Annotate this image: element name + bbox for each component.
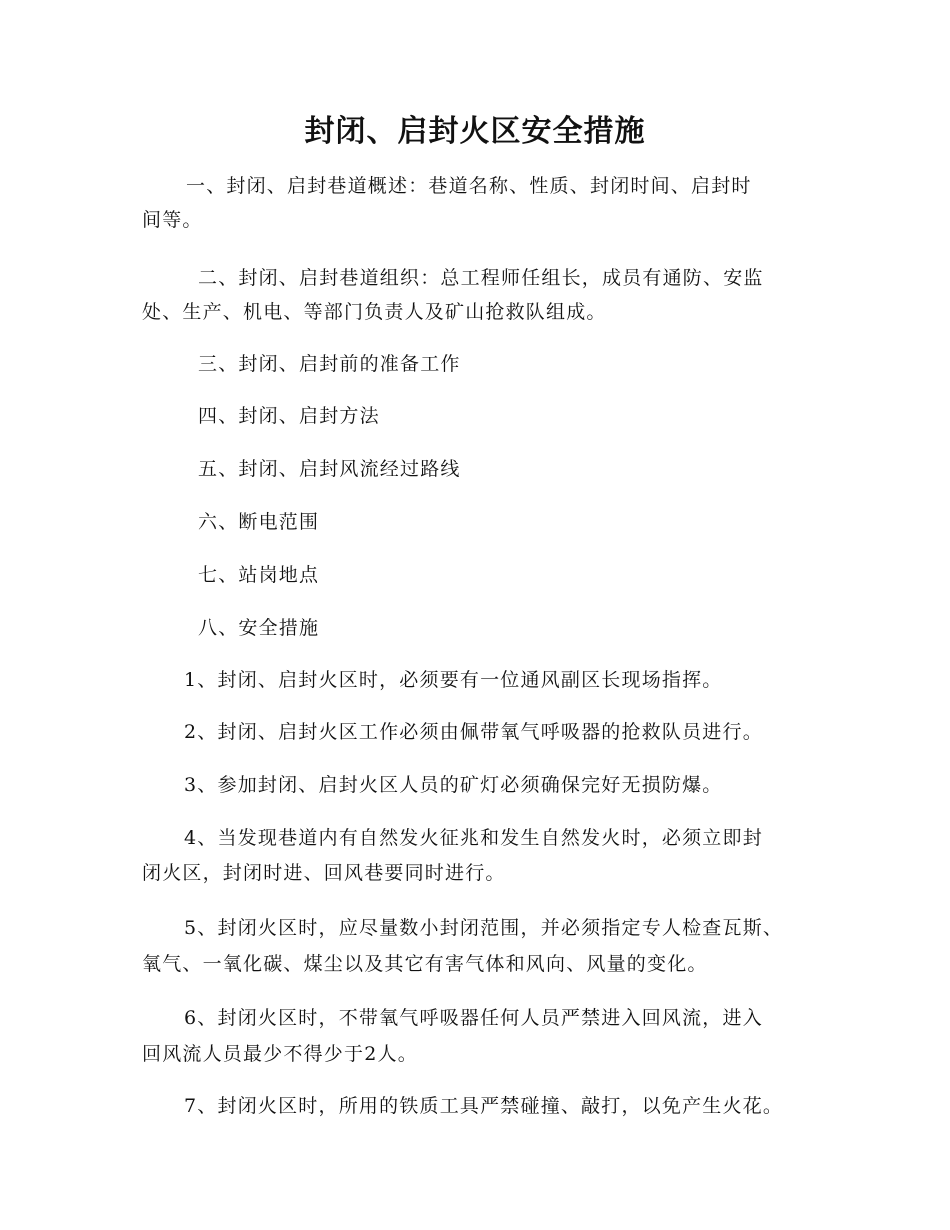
- document-title: 封闭、启封火区安全措施: [304, 114, 646, 149]
- measure-6-line-2: 回风流人员最少不得少于2人。: [142, 1043, 418, 1065]
- measure-3: 3、参加封闭、启封火区人员的矿灯必须确保完好无损防爆。: [184, 774, 723, 796]
- paragraph-2-line-2: 处、生产、机电、等部门负责人及矿山抢救队组成。: [142, 301, 607, 323]
- measure-5-line-1: 5、封闭火区时，应尽量数小封闭范围，并必须指定专人检查瓦斯、: [184, 917, 784, 939]
- measure-4-line-1: 4、当发现巷道内有自然发火征兆和发生自然发火时，必须立即封: [184, 827, 763, 849]
- measure-6-line-1: 6、封闭火区时，不带氧气呼吸器任何人员严禁进入回风流，进入: [184, 1007, 763, 1029]
- section-8-heading: 八、安全措施: [198, 617, 320, 639]
- section-3-heading: 三、封闭、启封前的准备工作: [198, 353, 461, 375]
- paragraph-1-line-2: 间等。: [142, 209, 203, 231]
- measure-5-line-2: 氧气、一氧化碳、煤尘以及其它有害气体和风向、风量的变化。: [142, 953, 708, 975]
- paragraph-2-line-1: 二、封闭、启封巷道组织：总工程师任组长，成员有通防、安监: [198, 267, 764, 289]
- measure-2: 2、封闭、启封火区工作必须由佩带氧气呼吸器的抢救队员进行。: [184, 721, 763, 743]
- paragraph-1-line-1: 一、封闭、启封巷道概述：巷道名称、性质、封闭时间、启封时: [186, 175, 752, 197]
- section-5-heading: 五、封闭、启封风流经过路线: [198, 458, 461, 480]
- measure-4-line-2: 闭火区，封闭时进、回风巷要同时进行。: [142, 862, 506, 884]
- measure-7: 7、封闭火区时，所用的铁质工具严禁碰撞、敲打，以免产生火花。: [184, 1095, 784, 1117]
- section-7-heading: 七、站岗地点: [198, 564, 320, 586]
- section-6-heading: 六、断电范围: [198, 511, 320, 533]
- measure-1: 1、封闭、启封火区时，必须要有一位通风副区长现场指挥。: [184, 669, 723, 691]
- section-4-heading: 四、封闭、启封方法: [198, 405, 380, 427]
